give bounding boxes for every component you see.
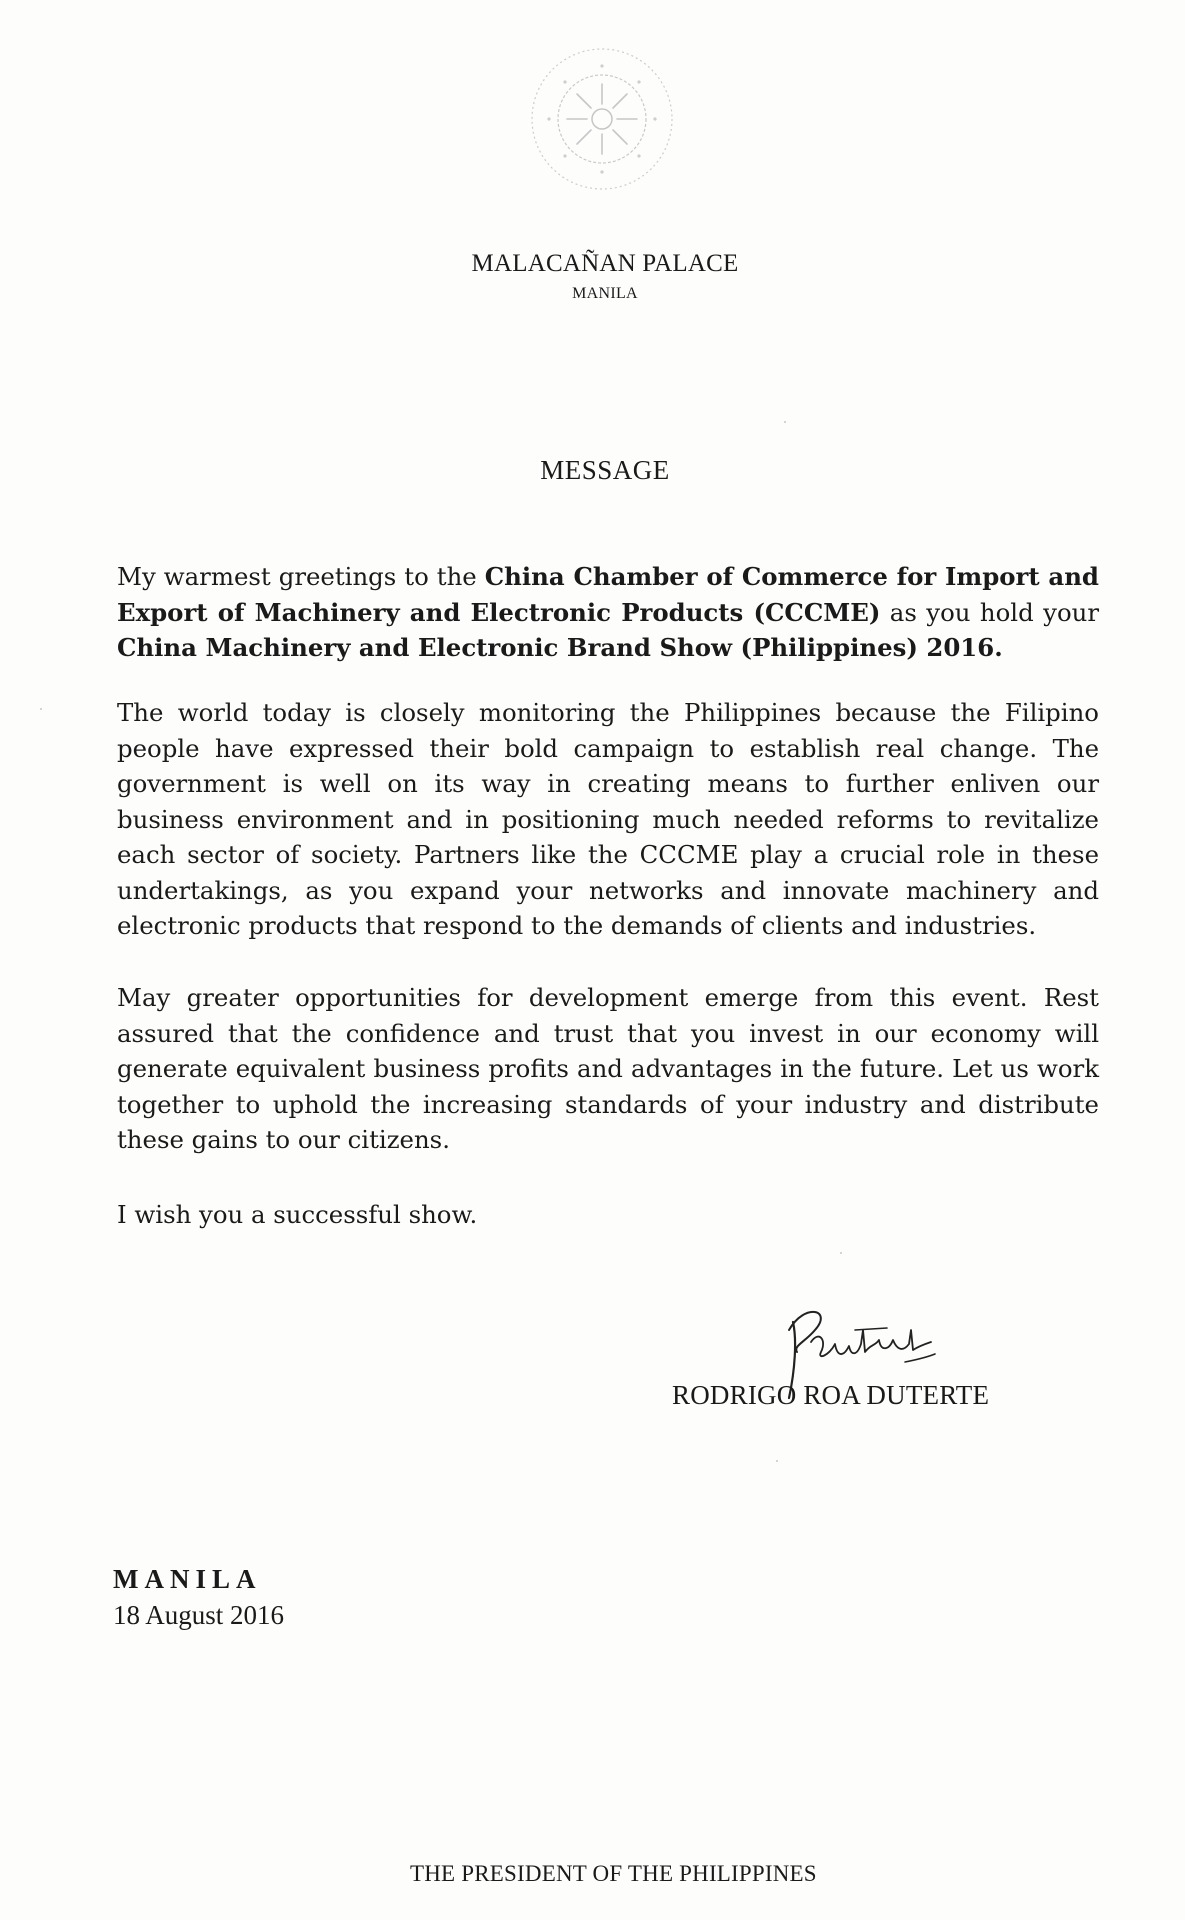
- greeting-text-1: My warmest greetings to the: [117, 562, 485, 591]
- closing-place: MANILA: [113, 1564, 262, 1594]
- paper-speck: [784, 421, 786, 423]
- paragraph-wishes: May greater opportunities for development emerge from this event. Rest assured that the confidence and trust that you invest in our economy will generate equivalent business profits and advantages in the future. Let us work together to uphold the increasing standards of your industry and distribute these gains to our citizens.: [117, 983, 1099, 1154]
- greeting-text-2: as you hold your: [880, 597, 1099, 627]
- paragraph-context: The world today is closely monitoring the Philippines because the Filipino people have expressed their bold campaign to establish real change. The government is well on its way in creating means to further enliven our business environment and in positioning much needed reforms to revitalize each sector of society. Partners like the CCCME play a crucial role in these undertakings, as you expand your networks and innovate machinery and electronic products that respond to the demands of clients and industries.: [117, 698, 1099, 940]
- paper-speck: [40, 708, 42, 710]
- paragraph-closing: I wish you a successful show.: [117, 1200, 478, 1229]
- footer-title: THE PRESIDENT OF THE PHILIPPINES: [410, 1861, 817, 1886]
- letterhead-city: MANILA: [572, 285, 638, 302]
- presidential-seal-icon: [527, 44, 677, 194]
- message-title: MESSAGE: [540, 455, 670, 485]
- closing-date: 18 August 2016: [113, 1600, 285, 1630]
- signatory-name: RODRIGO ROA DUTERTE: [672, 1380, 990, 1410]
- greeting-organization: China Chamber of Commerce for Import and Export of Machinery and Electronic Products (CCCME): [117, 562, 1099, 627]
- paper-speck: [840, 1252, 842, 1254]
- letterhead-office: MALACAÑAN PALACE: [471, 250, 739, 277]
- paragraph-greeting: [117, 559, 1099, 666]
- paper-speck: [776, 1460, 778, 1462]
- greeting-event: China Machinery and Electronic Brand Show (Philippines) 2016.: [117, 633, 1003, 662]
